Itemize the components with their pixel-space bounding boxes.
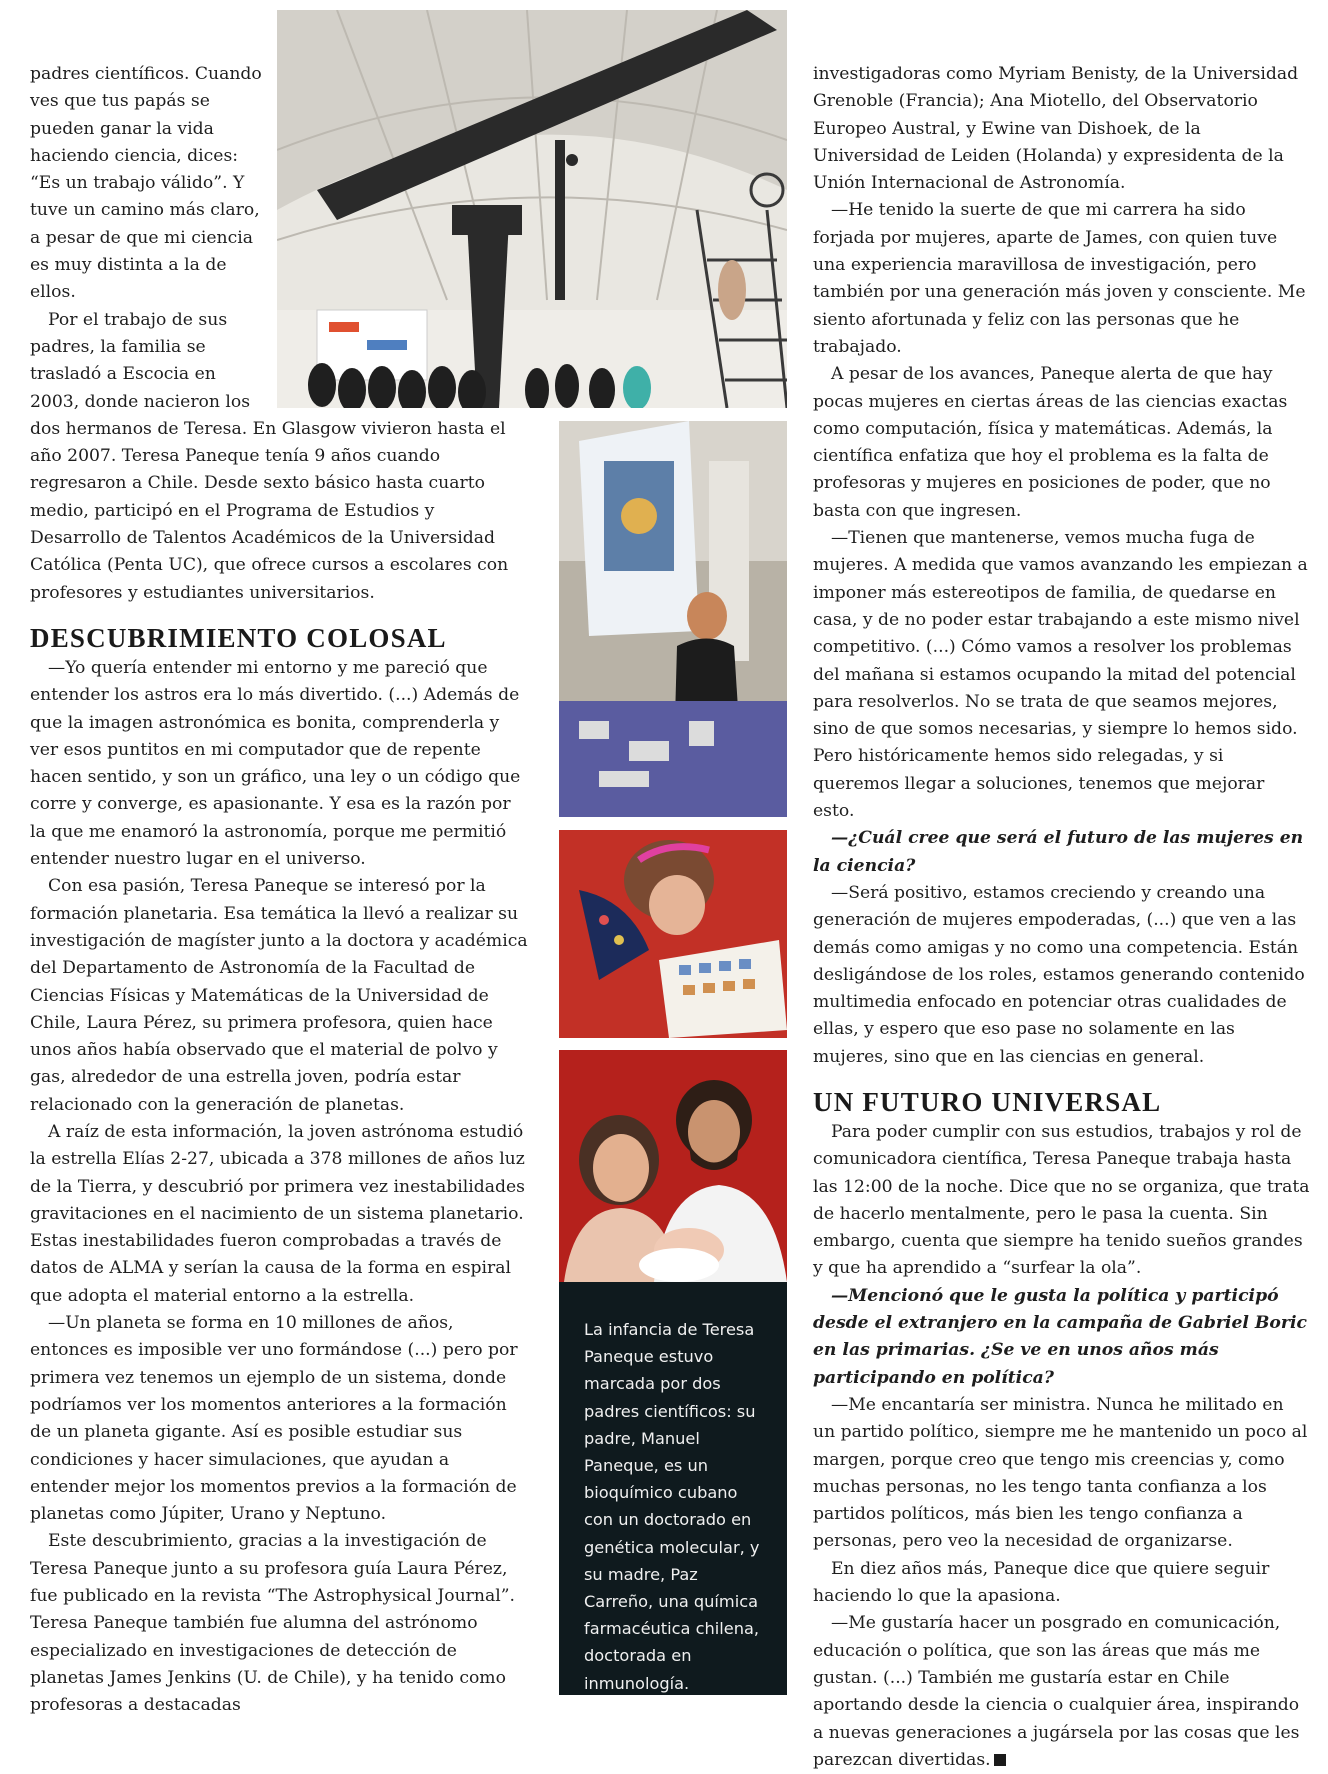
right-paragraph-7: —Me encantaría ser ministra. Nunca he militado en un partido político, siempre me he mantenido un poco al margen, porque creo que tengo mis creencias y, como muchas personas, no les tengo tanta confianza a los partidos políticos, más bien les tengo confianza a personas, pero veo la necesidad de organizarse.	[813, 1394, 1308, 1552]
interview-question-2: —Mencionó que le gusta la política y participó desde el extranjero en la campaña de Gabriel Boric en las primarias. ¿Se ve en unos años más participando en política?	[813, 1285, 1307, 1388]
end-of-article-mark	[994, 1754, 1006, 1766]
right-paragraph-9	[813, 1610, 1311, 1774]
left-paragraph-2: Por el trabajo de sus padres, la familia se trasladó a Escocia en 2003, donde nacieron los dos hermanos de Teresa. En Glasgow vivieron hasta el año 2007. Teresa Paneque tenía 9 años cuando regresaron a Chile. Desde sexto básico hasta cuarto medio, participó en el Programa de Estudios y Desarrollo de Talentos Académicos de la Universidad Católica (Penta UC), que ofrece cursos a escolares con profesores y estudiantes universitarios.	[30, 309, 509, 603]
right-paragraph-4: —Tienen que mantenerse, vemos mucha fuga de mujeres. A medida que vamos avanzando les empiezan a imponer más estereotipos de familia, de quedarse en casa, y de no poder estar trabajando a este mismo nivel competitivo. (...) Cómo vamos a resolver los problemas del mañana si estamos ocupando la mitad del potencial para resolverlos. No se trata de que seamos mejores, sino de que somos necesarias, y siempre lo hemos sido. Pero históricamente hemos sido relegadas, y si queremos llegar a soluciones, tenemos que mejorar esto.	[813, 528, 1308, 822]
left-paragraph-6: —Un planeta se forma en 10 millones de años, entonces es imposible ver uno formándose (...) pero por primera vez tenemos un ejemplo de un sistema, donde podríamos ver los momentos anteriores a la formación de un planeta gigante. Así es posible estudiar sus condiciones y hacer simulaciones, que ayudan a entender mejor los momentos previos a la formación de planetas como Júpiter, Urano y Neptuno.	[30, 1313, 518, 1525]
observatory-telescope-photo	[277, 10, 787, 408]
interview-question-1: —¿Cuál cree que será el futuro de las mujeres en la ciencia?	[813, 828, 1304, 876]
left-paragraph-5: A raíz de esta información, la joven astrónoma estudió la estrella Elías 2-27, ubicada a 378 millones de años luz de la Tierra, y descubrió por primera vez inestabilidades gravitaciones en el nacimiento de un sistema planetario. Estas inestabilidades fueron comprobadas a través de datos de ALMA y serían la causa de la forma en espiral que adopta el material entorno a la estrella.	[30, 1121, 525, 1306]
girl-reading-photo	[559, 830, 787, 1038]
right-paragraph-6: Para poder cumplir con sus estudios, trabajos y rol de comunicadora científica, Teresa Paneque trabaja hasta las 12:00 de la noche. Dice que no se organiza, que trata de hacerlo mentalmente, pero le pasa la cuenta. Sin embargo, cuenta que siempre ha tenido sueños grandes y que ha aprendido a “surfear la ola”.	[813, 1121, 1310, 1279]
right-paragraph-8: En diez años más, Paneque dice que quiere seguir haciendo lo que la apasiona.	[813, 1558, 1270, 1607]
section-heading-futuro: UN FUTURO UNIVERSAL	[813, 1086, 1162, 1117]
right-paragraph-3: A pesar de los avances, Paneque alerta de que hay pocas mujeres en ciertas áreas de las ciencias exactas como computación, física y matemáticas. Además, la científica enfatiza que hoy el problema es la falta de profesoras y mujeres en posiciones de poder, que no basta con que ingresen.	[813, 364, 1288, 521]
photo-caption: La infancia de Teresa Paneque estuvo marcada por dos padres científicos: su padre, Manuel Paneque, es un bioquímico cubano con un doctorado en genética molecular, y su madre, Paz Carreño, una química farmacéutica chilena, doctorada en inmunología.	[559, 1282, 787, 1695]
right-paragraph-5: —Será positivo, estamos creciendo y creando una generación de mujeres empoderadas, (...) que ven a las demás como amigas y no como una competencia. Están desligándose de los roles, estamos generando contenido multimedia enfocado en potenciar otras cualidades de ellas, y espero que eso pase no solamente en las mujeres, sino que en las ciencias en general.	[813, 882, 1305, 1067]
right-paragraph-9-text: —Me gustaría hacer un posgrado en comunicación, educación o política, que son las áreas que más me gustan. (...) También me gustaría estar en Chile aportando desde la ciencia o cualquier área, inspirando a nuevas generaciones a jugársela por las cosas que les parezcan divertidas.	[813, 1613, 1300, 1770]
left-paragraph-3: —Yo quería entender mi entorno y me pareció que entender los astros era lo más divertido. (...) Además de que la imagen astronómica es bonita, comprenderla y ver esos puntitos en mi computador que de repente hacen sentido, y son un gráfico, una ley o un código que corre y converge, es apasionante. Y esa es la razón por la que me enamoró la astronomía, porque me permitió entender nuestro lugar en el universo.	[30, 657, 521, 870]
presentation-photo	[559, 421, 787, 817]
right-paragraph-2: —He tenido la suerte de que mi carrera ha sido forjada por mujeres, aparte de James, con quien tuve una experiencia maravillosa de investigación, pero también por una generación más joven y consciente. Me siento afortunada y feliz con las personas que he trabajado.	[813, 200, 1306, 357]
right-paragraph-1: investigadoras como Myriam Benisty, de la Universidad Grenoble (Francia); Ana Miotello, del Observatorio Europeo Austral, y Ewine van Dishoek, de la Universidad de Leiden (Holanda) y expresidenta de la Unión Internacional de Astronomía.	[813, 64, 1299, 194]
left-paragraph-1: padres científicos. Cuando ves que tus papás se pueden ganar la vida haciendo ciencia, dices: “Es un trabajo válido”. Y tuve un camino más claro, a pesar de que mi ciencia es muy distinta a la de ellos.	[30, 64, 262, 303]
left-paragraph-7: Este descubrimiento, gracias a la investigación de Teresa Paneque junto a su profesora guía Laura Pérez, fue publicado en la revista “The Astrophysical Journal”. Teresa Paneque también fue alumna del astrónomo especializado en investigaciones de detección de planetas James Jenkins (U. de Chile), y ha tenido como profesoras a destacadas	[30, 1531, 515, 1716]
right-column	[813, 61, 1311, 1774]
left-paragraph-4: Con esa pasión, Teresa Paneque se interesó por la formación planetaria. Esa temática la llevó a realizar su investigación de magíster junto a la doctora y académica del Departamento de Astronomía de la Facultad de Ciencias Físicas y Matemáticas de la Universidad de Chile, Laura Pérez, su primera profesora, quien hace unos años había observado que el material de polvo y gas, alrededor de una estrella joven, podría estar relacionado con la generación de planetas.	[30, 876, 528, 1115]
family-photo	[559, 1050, 787, 1282]
section-heading-descubrimiento: DESCUBRIMIENTO COLOSAL	[30, 622, 447, 653]
